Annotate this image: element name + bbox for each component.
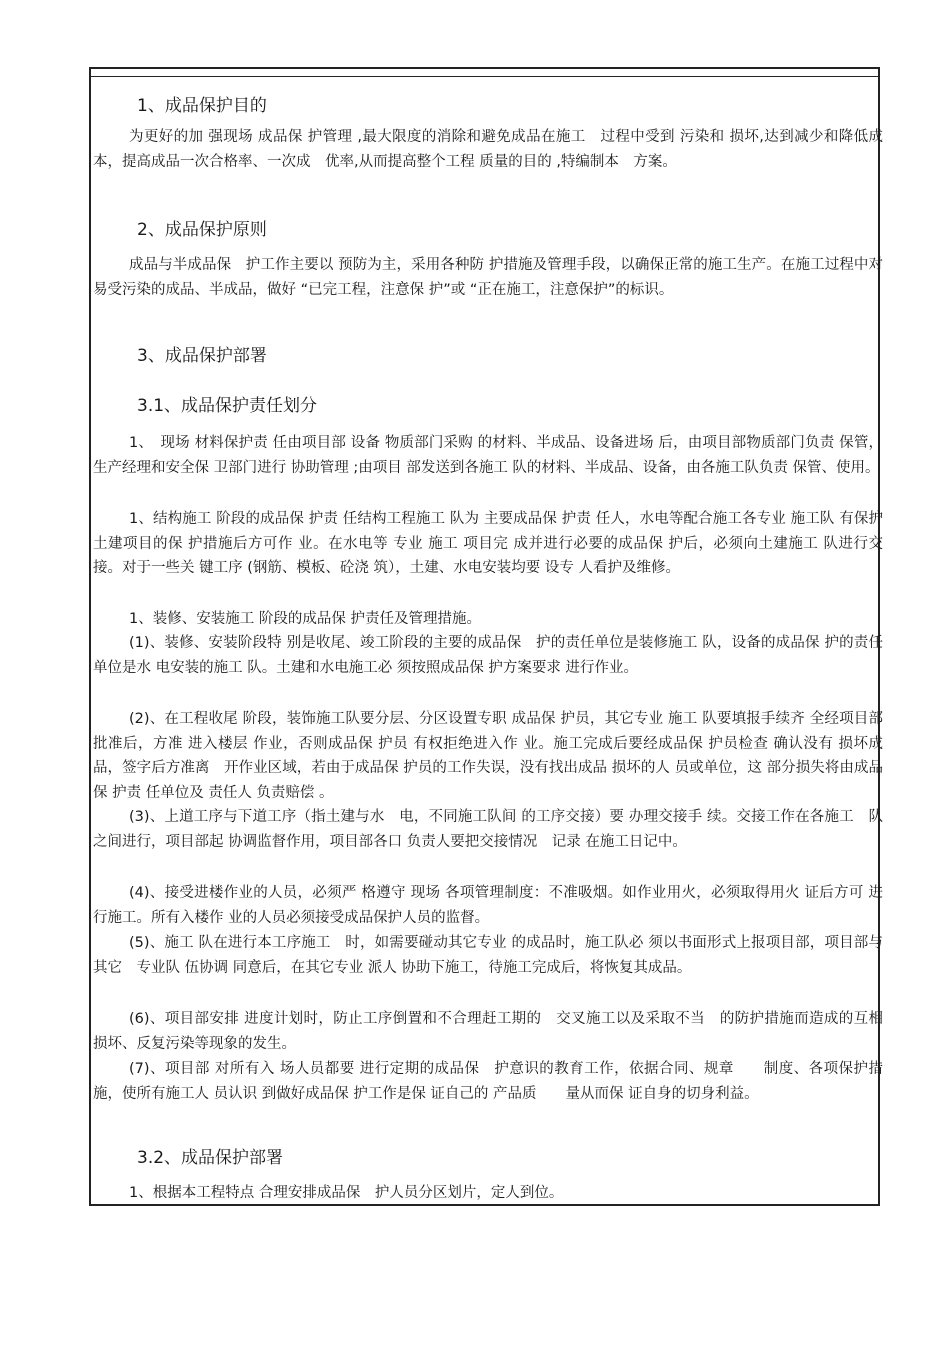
section-3-1-paragraph-5: (2)、在工程收尾 阶段，装饰施工队要分层、分区设置专职 成品保 护员，其它专业 施工 队要填报手续齐 全经项目部批准后，方准 进入楼层 作业，否则成品保 护员 有权拒绝进入作 业。施工完成后要经成品保 护员检查 确认没有 损坏成品，签字后方准离 开作业区域，若由于成品保 护员的工作失误，没有找出成品 损坏的人 员或单位，这 部分损失将由成品保 护责 任单位及 责任人 负责赔偿 。 — [93, 711, 883, 801]
document-frame — [89, 67, 898, 1206]
section-3-1-paragraph-9: (6)、项目部安排 进度计划时，防止工序倒置和不合理赶工期的 交叉施工以及采取不当 的防护措施而造成的互相 损坏、反复污染等现象的发生。 — [93, 1011, 898, 1052]
section-3-1-paragraph-3: 1、装修、安装施工 阶段的成品保 护责任及管理措施。 — [129, 611, 481, 627]
section-3-1-paragraph-1: 1、 现场 材料保护责 任由项目部 设备 物质部门采购 的材料、半成品、设备进场 后，由项目部物质部门负责 保管，生产经理和安全保 卫部门进行 协助管理 ;由项目 部发送到各施工 队的材料、半成品、设备，由各施工队负责 保管、使用。 — [93, 435, 883, 476]
section-3-1-paragraph-8: (5)、施工 队在进行本工序施工 时，如需要碰动其它专业 的成品时，施工队必 须以书面形式上报项目部，项目部与其它 专业队 伍协调 同意后，在其它专业 派人 协助下施工，待施工完成后，将恢复其成品。 — [93, 935, 883, 976]
section-3-2-title: 3.2、成品保护部署 — [137, 1148, 284, 1168]
section-1-paragraph: 为更好的加 强现场 成品保 护管理 ,最大限度的消除和避免成品在施工 过程中受到 污染和 损坏,达到减少和降低成本，提高成品一次合格率、一次成 优率,从而提高整个工程 质量的目的 ,特编制本 方案。 — [93, 129, 883, 170]
section-1-title: 1、成品保护目的 — [137, 96, 267, 116]
section-2-paragraph: 成品与半成品保 护工作主要以 预防为主，采用各种防 护措施及管理手段，以确保正常的施工生产。在施工过程中对 易受污染的成品、半成品，做好 “已完工程，注意保 护”或 “正在施工，注意保护”的标识。 — [93, 257, 883, 298]
section-3-1-paragraph-6: (3)、上道工序与下道工序（指土建与水 电，不同施工队间 的工序交接）要 办理交接手 续。交接工作在各施工 队之间进行，项目部起 协调监督作用，项目部各口 负责人要把交接情况 记录 在施工日记中。 — [93, 809, 883, 850]
section-2-title: 2、成品保护原则 — [137, 220, 267, 240]
section-3-1-title: 3.1、成品保护责任划分 — [137, 396, 318, 416]
section-3-1-paragraph-4: (1)、装修、安装阶段特 别是收尾、竣工阶段的主要的成品保 护的责任单位是装修施工 队，设备的成品保 护的责任单位是水 电安装的施工 队。土建和水电施工必 须按照成品保 护方案要求 进行作业。 — [93, 635, 883, 676]
section-3-1-paragraph-7: (4)、接受进楼作业的人员，必须严 格遵守 现场 各项管理制度：不准吸烟。如作业用火，必须取得用火 证后方可 进行施工。所有入楼作 业的人员必须接受成品保护人员的监督。 — [93, 885, 883, 926]
section-3-1-paragraph-10: (7)、项目部 对所有入 场人员都要 进行定期的成品保 护意识的教育工作，依据合同、规章 制度、各项保护措施，使所有施工人 员认识 到做好成品保 护工作是保 证自己的 产品质 量从而保 证自身的切身利益。 — [93, 1061, 883, 1102]
section-3-1-paragraph-2: 1、结构施工 阶段的成品保 护责 任结构工程施工 队为 主要成品保 护责 任人，水电等配合施工各专业 施工队 有保护土建项目的保 护措施后方可作 业。在水电等 专业 施工 项目完 成并进行必要的成品保 护后，必须向土建施工 队进行交接。对于一些关 键工序 (钢筋、模板、砼浇 筑），土建、水电安装均要 设专 人看护及维修。 — [93, 511, 883, 576]
section-3-2-paragraph: 1、根据本工程特点 合理安排成品保 护人员分区划片，定人到位。 — [129, 1185, 564, 1201]
section-3-title: 3、成品保护部署 — [137, 346, 267, 366]
